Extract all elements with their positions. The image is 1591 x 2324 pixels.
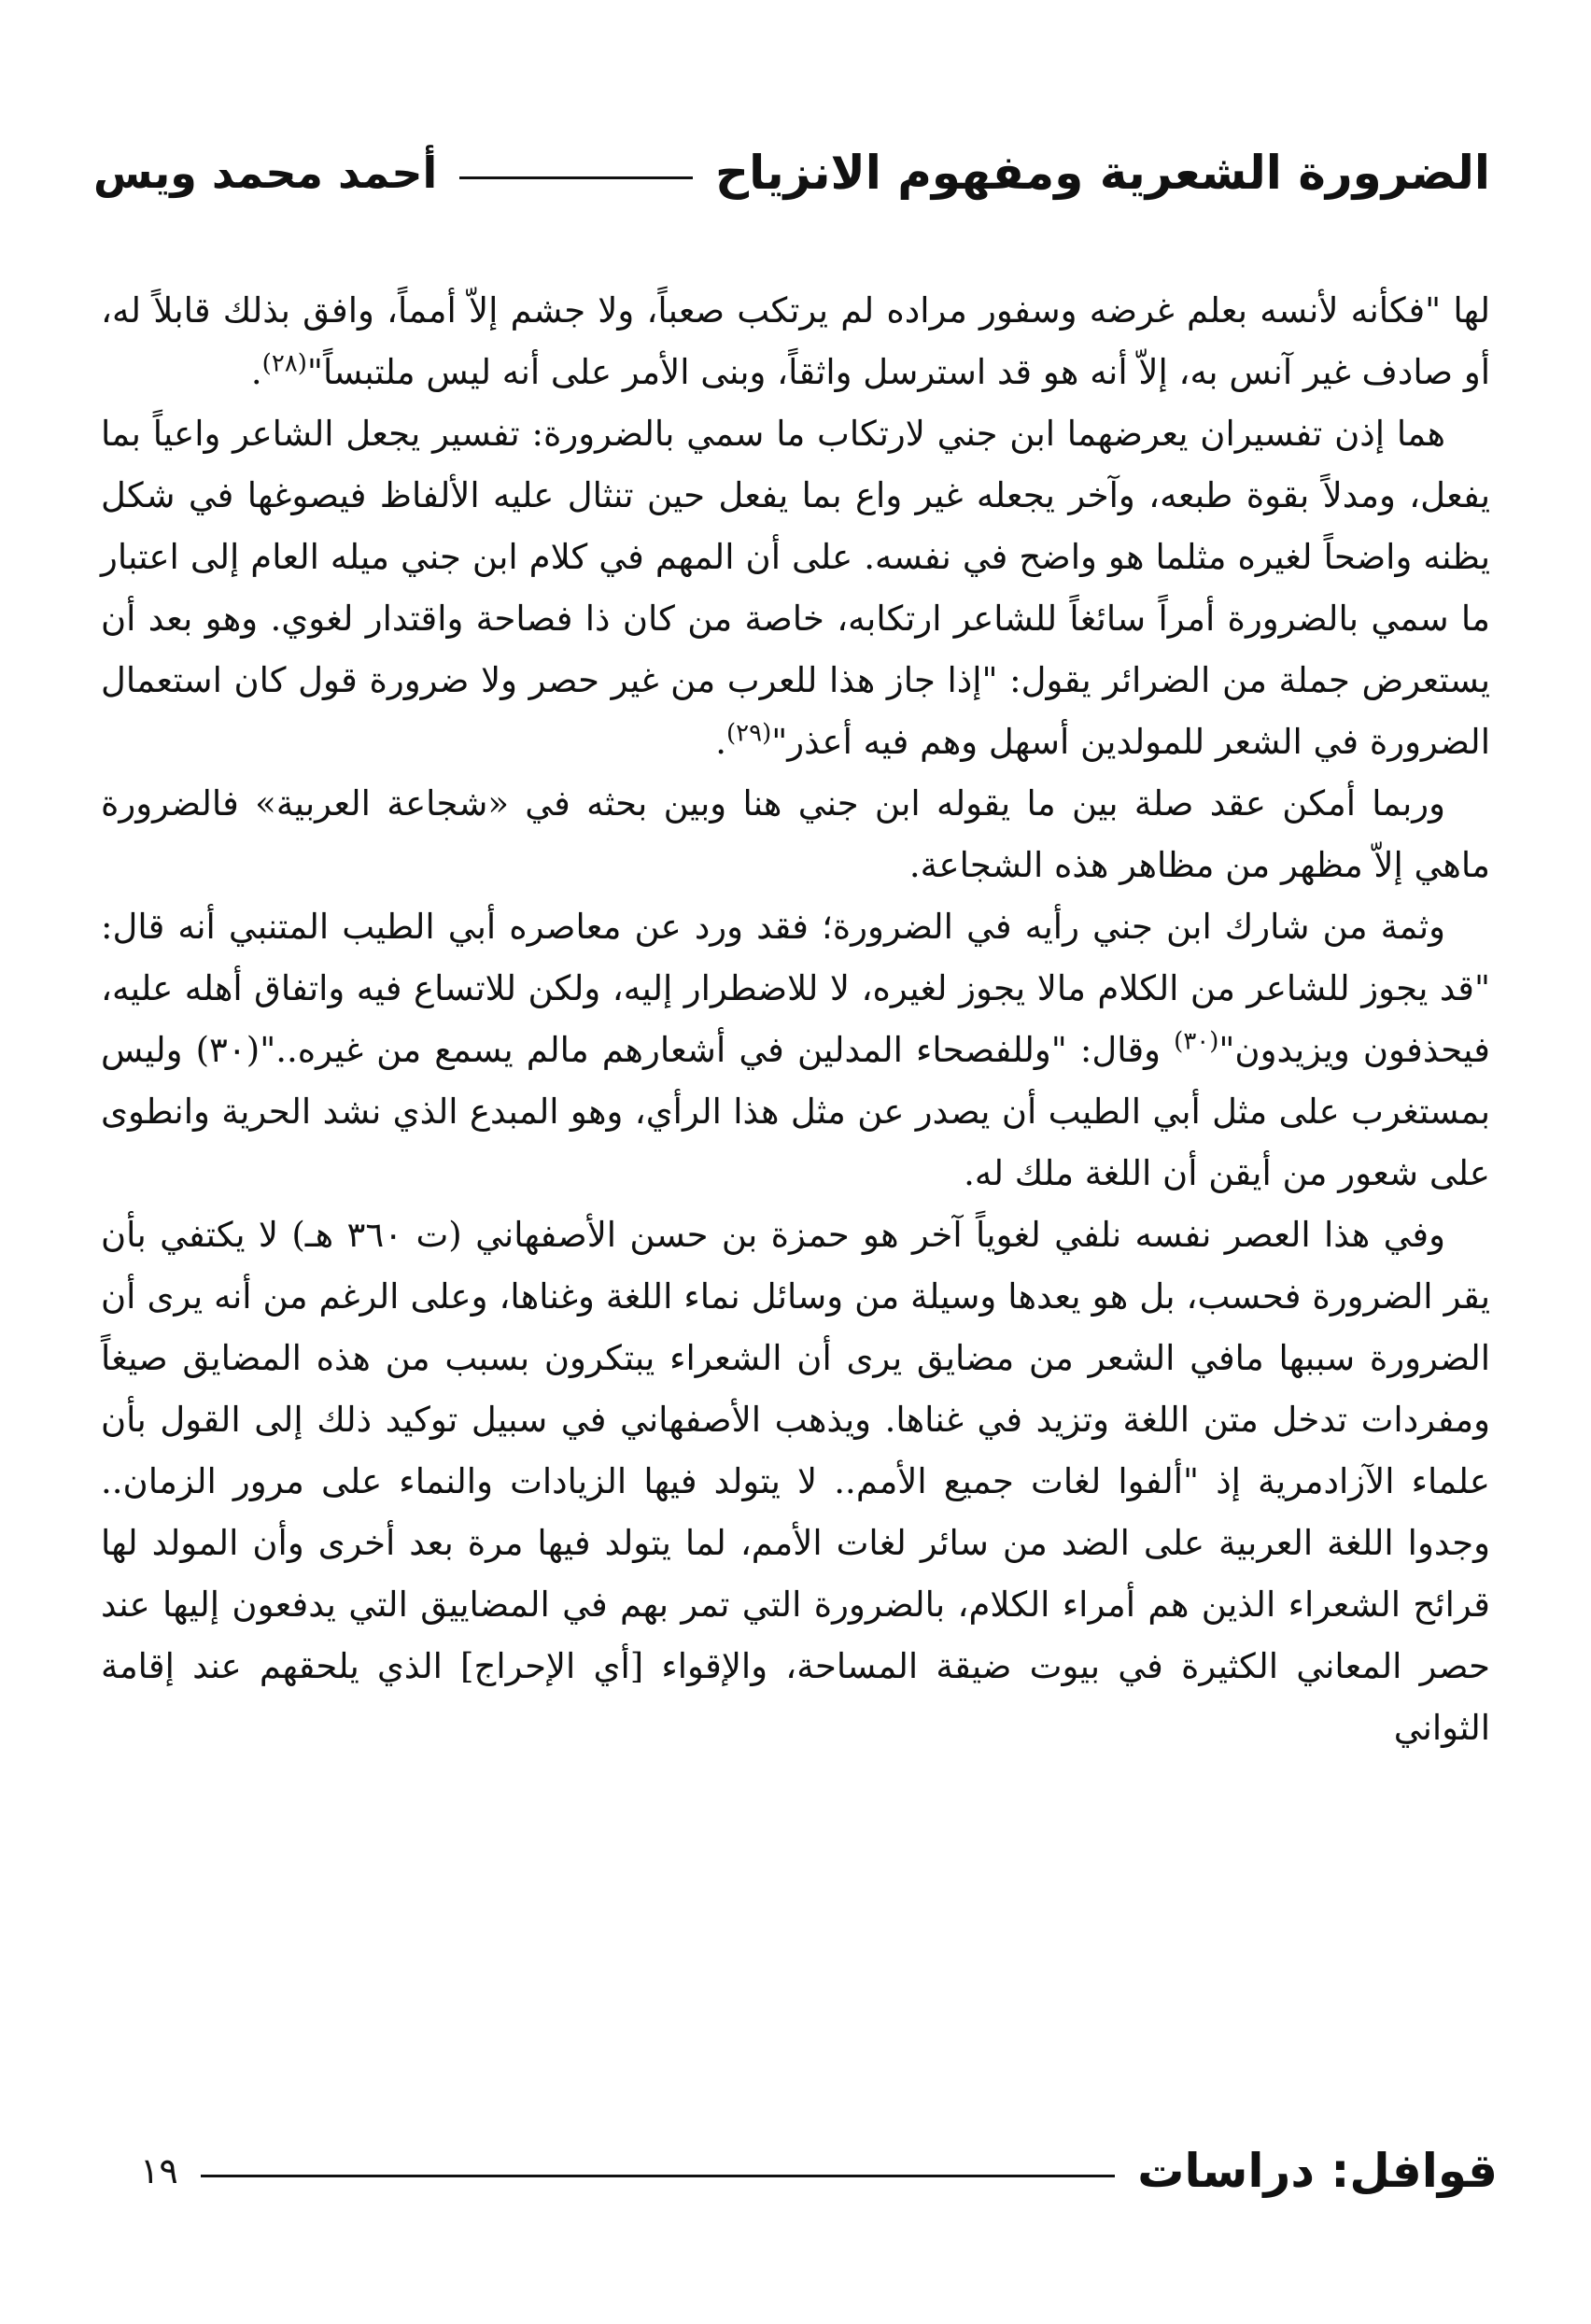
paragraph-text: لها "فكأنه لأنسه بعلم غرضه وسفور مراده لم يرتكب صعباً، ولا جشم إلاّ أمماً، وافق بذلك قابلاً له، أو صادف غير آنس به، إلاّ أنه هو قد استرسل واثقاً، وبنى الأمر على أنه ليس ملتبساً" [101,290,1490,392]
footnote-reference: (٢٨) [261,349,307,378]
footnote-reference: (٢٩) [725,719,772,748]
paragraph-text: وثمة من شارك ابن جني رأيه في الضرورة؛ فقد ورد عن معاصره أبي الطيب المتنبي أنه قال: "قد يجوز للشاعر من الكلام مالا يجوز لغيره، لا للاضطرار إليه، ولكن للاتساع فيه واتفاق أهله عليه، فيحذفون ويزيدون" [101,907,1490,1070]
running-header [93,140,1490,205]
paragraph-tail: . [250,352,262,392]
paragraph [101,403,1490,773]
paragraph-text: وربما أمكن عقد صلة بين ما يقوله ابن جني هنا وبين بحثه في «شجاعة العربية» فالضرورة ماهي إلاّ مظهر من مظاهر هذه الشجاعة. [101,783,1490,885]
footer-journal-name: قوافل: دراسات [1137,2144,1498,2198]
paragraph-text: وفي هذا العصر نفسه نلفي لغوياً آخر هو حمزة بن حسن الأصفهاني (ت ٣٦٠ هـ) لا يكتفي بأن يقر الضرورة فحسب، بل هو يعدها وسيلة من وسائل نماء اللغة وغناها، وعلى الرغم من أنه يرى أن الضرورة سببها مافي الشعر من مضايق يرى أن الشعراء يبتكرون بسبب من هذه المضايق صيغاً ومفردات تدخل متن اللغة وتزيد في غناها. ويذهب الأصفهاني في سبيل توكيد ذلك إلى القول بأن علماء الآزادمرية إذ "ألفوا لغات جميع الأمم.. لا يتولد فيها الزيادات والنماء على مرور الزمان.. وجدوا اللغة العربية على الضد من سائر لغات الأمم، لما يتولد فيها مرة بعد أخرى وأن المولد لها قرائح الشعراء الذين هم أمراء الكلام، بالضرورة التي تمر بهم في المضاييق التي يدفعون إليها عند حصر المعاني الكثيرة في بيوت ضيقة المساحة، والإقواء [أي الإحراج] الذي يلحقهم عند إقامة الثواني [101,1215,1490,1748]
paragraph [101,773,1490,896]
header-article-title: الضرورة الشعرية ومفهوم الانزياح [715,146,1490,200]
header-author-name: أحمد محمد ويس [93,148,438,198]
paragraph-tail: . [715,722,726,762]
paragraph [101,896,1490,1204]
paragraph [101,1204,1490,1759]
paragraph-tail: وقال: "وللفصحاء المدلين في أشعارهم مالم يسمع من غيره.."(٣٠) وليس بمستغرب على مثل أبي الطيب أن يصدر عن مثل هذا الرأي، وهو المبدع الذي نشد الحرية وانطوى على شعور من أيقن أن اللغة ملك له. [101,1030,1490,1193]
article-body [101,280,1490,1759]
footnote-reference: (٣٠) [1174,1027,1219,1056]
footer-divider-line [201,2175,1115,2177]
header-divider-line [459,176,693,179]
paragraph [101,280,1490,403]
page-number: ١٩ [140,2150,178,2191]
running-footer [140,2138,1498,2204]
paragraph-text: هما إذن تفسيران يعرضهما ابن جني لارتكاب ما سمي بالضرورة: تفسير يجعل الشاعر واعياً بما يفعل، ومدلاً بقوة طبعه، وآخر يجعله غير واع بما يفعل حين تنثال عليه الألفاظ فيصوغها في شكل يظنه واضحاً لغيره مثلما هو واضح في نفسه. على أن المهم في كلام ابن جني ميله العام إلى اعتبار ما سمي بالضرورة أمراً سائغاً للشاعر ارتكابه، خاصة من كان ذا فصاحة واقتدار لغوي. وهو بعد أن يستعرض جملة من الضرائر يقول: "إذا جاز هذا للعرب من غير حصر ولا ضرورة قول كان استعمال الضرورة في الشعر للمولدين أسهل وهم فيه أعذر" [101,414,1490,762]
